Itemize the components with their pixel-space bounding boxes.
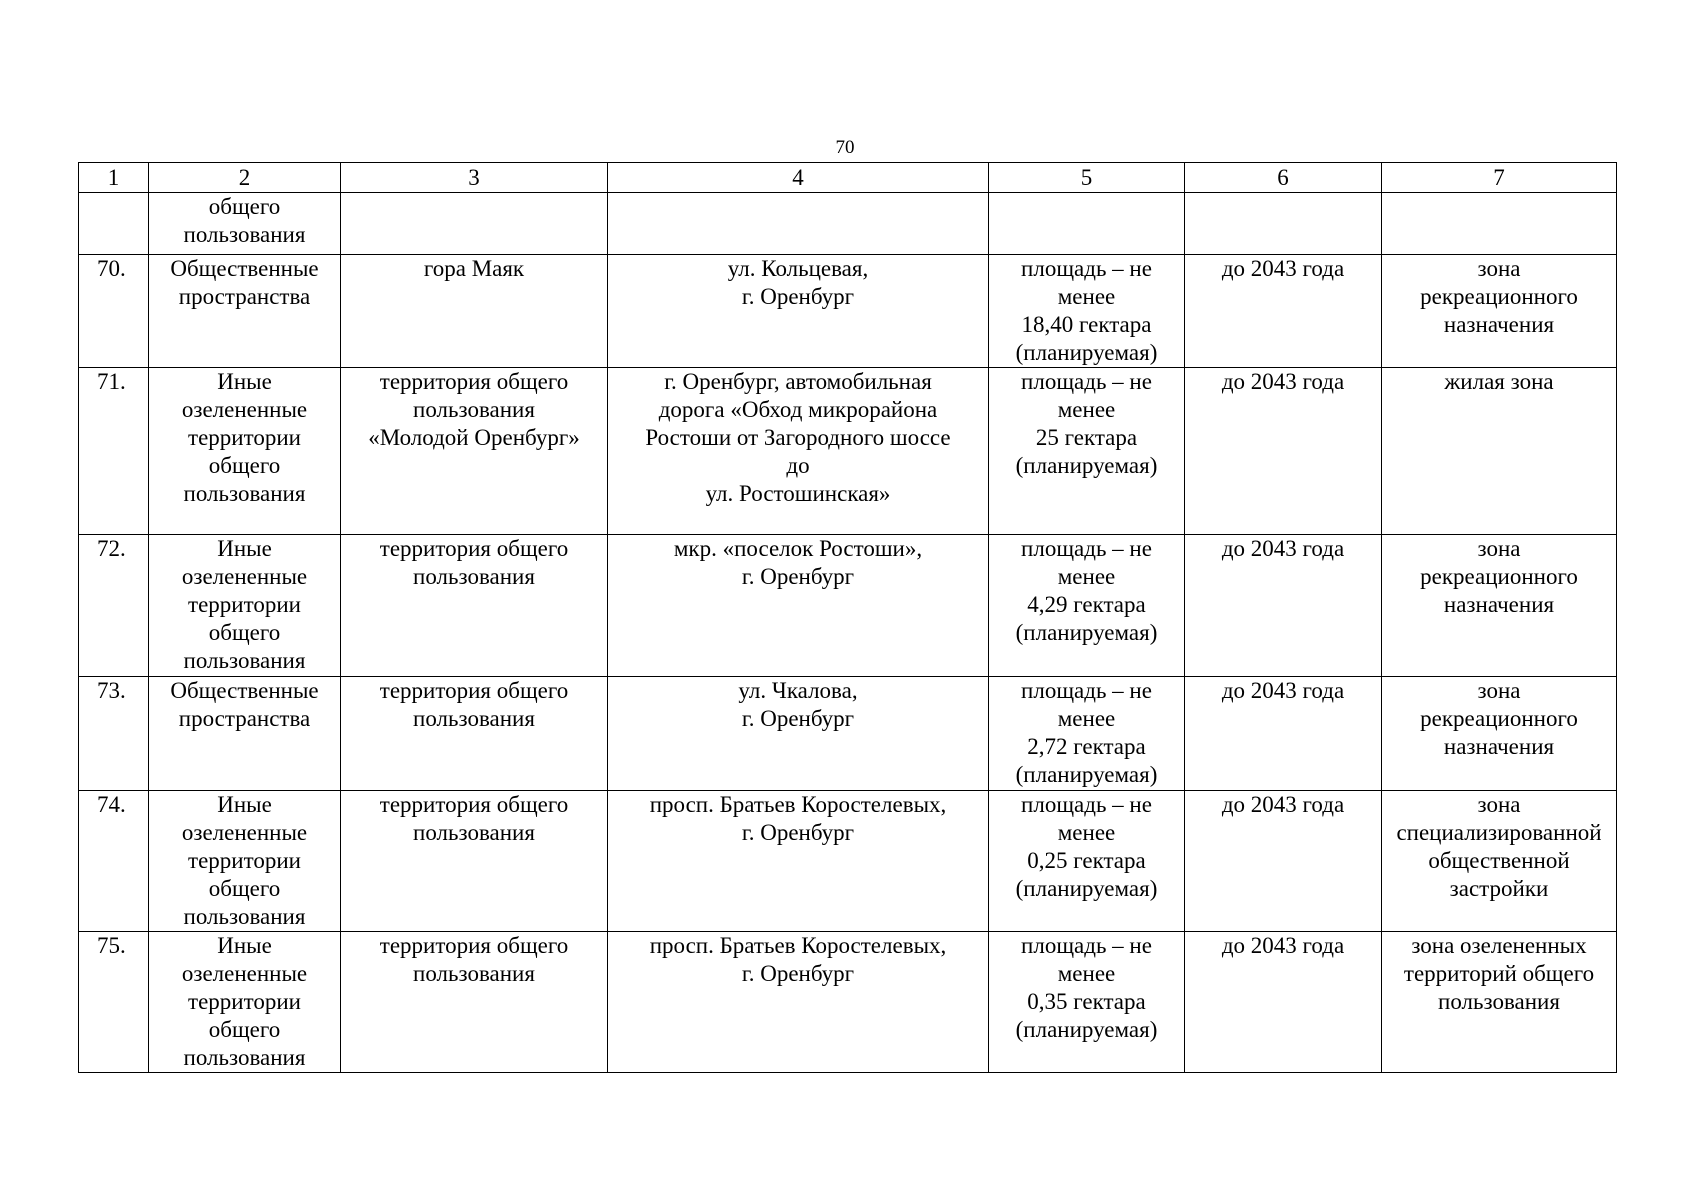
zone-cell: зона рекреационного назначения: [1382, 255, 1617, 368]
object-type-cell: Иные озелененные территории общего пользования: [149, 791, 341, 932]
row-number: 72.: [79, 535, 149, 677]
characteristics-cell: площадь – не менее 0,25 гектара (планируемая): [989, 791, 1185, 932]
row-number: [79, 193, 149, 255]
object-name-cell: [341, 193, 608, 255]
object-name-cell: территория общего пользования: [341, 535, 608, 677]
header-cell-2: 2: [149, 163, 341, 193]
header-row: [79, 163, 1617, 193]
characteristics-cell: [989, 193, 1185, 255]
object-name-cell: территория общего пользования «Молодой Оренбург»: [341, 368, 608, 535]
location-cell: просп. Братьев Коростелевых, г. Оренбург: [608, 791, 989, 932]
row-number: 75.: [79, 932, 149, 1073]
deadline-cell: до 2043 года: [1185, 255, 1382, 368]
zone-cell: [1382, 193, 1617, 255]
page-number: 70: [835, 137, 855, 158]
deadline-cell: до 2043 года: [1185, 677, 1382, 791]
zone-cell: жилая зона: [1382, 368, 1617, 535]
object-type-cell: Иные озелененные территории общего пользования: [149, 535, 341, 677]
zone-cell: зона рекреационного назначения: [1382, 677, 1617, 791]
header-cell-6: 6: [1185, 163, 1382, 193]
header-cell-7: 7: [1382, 163, 1617, 193]
header-cell-1: 1: [79, 163, 149, 193]
characteristics-cell: площадь – не менее 25 гектара (планируемая): [989, 368, 1185, 535]
object-name-cell: территория общего пользования: [341, 791, 608, 932]
data-table: [78, 162, 1617, 1073]
object-type-cell: Иные озелененные территории общего пользования: [149, 932, 341, 1073]
table-row: [79, 368, 1617, 535]
location-cell: мкр. «поселок Ростоши», г. Оренбург: [608, 535, 989, 677]
zone-cell: зона рекреационного назначения: [1382, 535, 1617, 677]
table-row: [79, 193, 1617, 255]
object-name-cell: территория общего пользования: [341, 932, 608, 1073]
characteristics-cell: площадь – не менее 0,35 гектара (планируемая): [989, 932, 1185, 1073]
zone-cell: зона озелененных территорий общего пользования: [1382, 932, 1617, 1073]
location-cell: ул. Чкалова, г. Оренбург: [608, 677, 989, 791]
object-type-cell: Общественные пространства: [149, 255, 341, 368]
zone-cell: зона специализированной общественной застройки: [1382, 791, 1617, 932]
characteristics-cell: площадь – не менее 18,40 гектара (планируемая): [989, 255, 1185, 368]
location-cell: [608, 193, 989, 255]
row-number: 73.: [79, 677, 149, 791]
table-row: [79, 255, 1617, 368]
location-cell: г. Оренбург, автомобильная дорога «Обход микрорайона Ростоши от Загородного шоссе до ул. Ростошинская»: [608, 368, 989, 535]
location-cell: ул. Кольцевая, г. Оренбург: [608, 255, 989, 368]
header-cell-5: 5: [989, 163, 1185, 193]
characteristics-cell: площадь – не менее 4,29 гектара (планируемая): [989, 535, 1185, 677]
object-type-cell: Иные озелененные территории общего пользования: [149, 368, 341, 535]
object-type-cell: общего пользования: [149, 193, 341, 255]
deadline-cell: до 2043 года: [1185, 368, 1382, 535]
row-number: 71.: [79, 368, 149, 535]
characteristics-cell: площадь – не менее 2,72 гектара (планируемая): [989, 677, 1185, 791]
deadline-cell: до 2043 года: [1185, 932, 1382, 1073]
deadline-cell: [1185, 193, 1382, 255]
row-number: 74.: [79, 791, 149, 932]
table-row: [79, 677, 1617, 791]
deadline-cell: до 2043 года: [1185, 791, 1382, 932]
deadline-cell: до 2043 года: [1185, 535, 1382, 677]
location-cell: просп. Братьев Коростелевых, г. Оренбург: [608, 932, 989, 1073]
object-type-cell: Общественные пространства: [149, 677, 341, 791]
table-row: [79, 535, 1617, 677]
table-row: [79, 932, 1617, 1073]
row-number: 70.: [79, 255, 149, 368]
object-name-cell: территория общего пользования: [341, 677, 608, 791]
object-name-cell: гора Маяк: [341, 255, 608, 368]
table-row: [79, 791, 1617, 932]
header-cell-3: 3: [341, 163, 608, 193]
header-cell-4: 4: [608, 163, 989, 193]
